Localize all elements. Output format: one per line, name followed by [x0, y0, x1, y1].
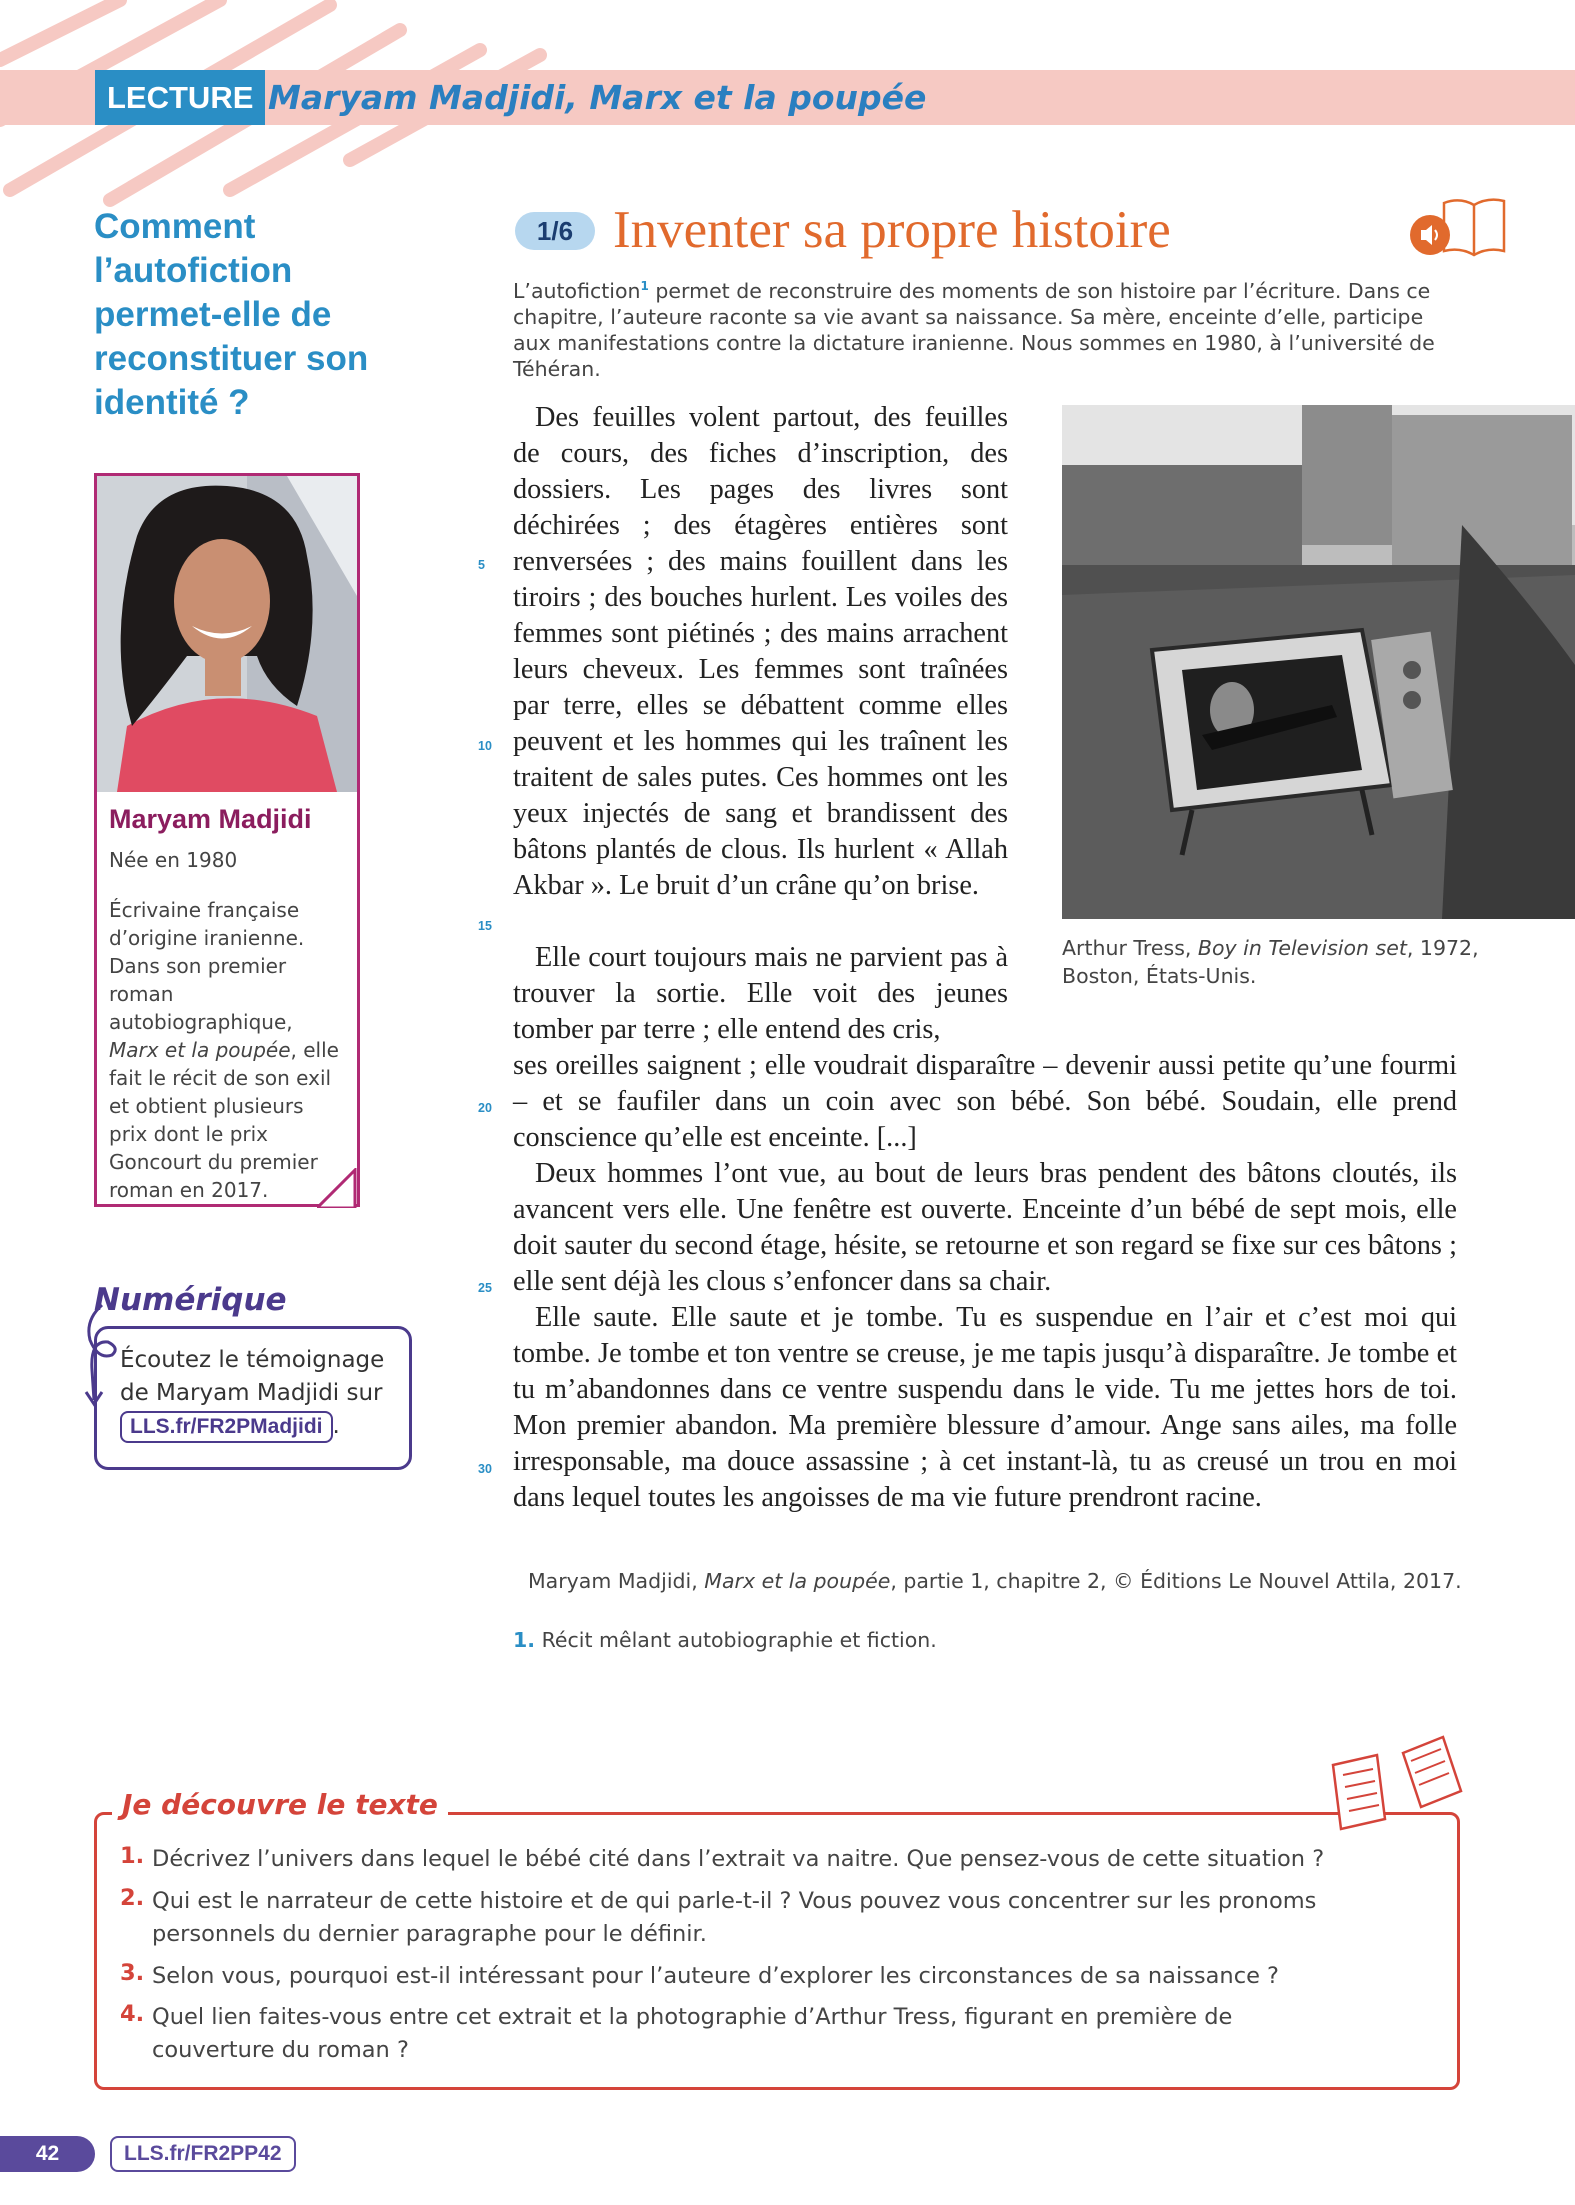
question-number: 3. [120, 1960, 145, 1986]
questions-title: Je découvre le texte [112, 1788, 448, 1821]
excerpt-paragraph: Des feuilles volent partout, des feuilles de cours, des fiches d’inscription, des dossiers. Les pages des livres sont déchirées ; des étagères entières sont renversées ; des mains fouillent dans les tiroirs ; des bouches hurlent. Les voiles des femmes sont piétinés ; des mains arrachent leurs cheveux. Les femmes sont traînées par terre, elles se débattent comme elles peuvent et les hommes qui les traînent les traitent de sales putes. Ces hommes ont les yeux injectés de sang et brandissent des bâtons plantés de clous. Ils hurlent « Allah Akbar ». Le bruit d’un crâne qu’on brise. [513, 402, 1008, 901]
arthur-tress-photo [1062, 405, 1575, 919]
lecture-tag: LECTURE [95, 70, 265, 125]
excerpt-paragraph: Deux hommes l’ont vue, au bout de leurs bras pendent des bâtons cloutés, ils avancent vers elle. Une fenêtre est ouverte. Enceinte d’un bébé de sept mois, elle doit sauter du second étage, hésite, se retourne et son regard se fixe sur ces bâtons ; elle sent déjà les clous s’enfoncer dans sa chair. [513, 1158, 1457, 1297]
line-number: 15 [478, 919, 492, 933]
question-text: Qui est le narrateur de cette histoire et de qui parle-t-il ? Vous pouvez vous concentrer sur les pronoms personnels du dernier paragraphe pour le définir. [152, 1888, 1317, 1947]
author-birth: Née en 1980 [109, 848, 238, 872]
line-number: 5 [478, 558, 485, 572]
question-text: Selon vous, pourquoi est-il intéressant pour l’auteure d’explorer les circonstances de sa naissance ? [152, 1963, 1279, 1989]
line-number: 25 [478, 1281, 492, 1295]
audio-book-icon[interactable] [1408, 195, 1508, 261]
question-number: 2. [120, 1885, 145, 1911]
page-link[interactable]: LLS.fr/FR2PP42 [110, 2136, 296, 2172]
intro-text: L’autofiction$^1$ permet de reconstruire des moments de son histoire par l’écriture. Dans ce chapitre, l’auteure raconte sa vie avant sa naissance. Sa mère, enceinte d’elle, participe aux manifestations contre la dictature iranienne. Nous sommes en 1980, à l’université de Téhéran. [513, 278, 1435, 381]
excerpt-source: Maryam Madjidi, Marx et la poupée, partie 1, chapitre 2, © Éditions Le Nouvel Attila, 2017. [528, 1569, 1462, 1593]
question-text: Quel lien faites-vous entre cet extrait et la photographie d’Arthur Tress, figurant en première de couverture du roman ? [152, 2004, 1233, 2063]
page-number: 42 [0, 2136, 95, 2172]
line-number: 10 [478, 739, 492, 753]
question-number: 4. [120, 2001, 145, 2027]
guiding-question: Comment l’autofiction permet-elle de reconstituer son identité ? [94, 207, 369, 422]
header-title: Maryam Madjidi, Marx et la poupée [268, 78, 927, 117]
author-bio: Écrivaine française d’origine iranienne. Dans son premier roman autobiographique, Marx et la poupée, elle fait le récit de son exil et obtient plusieurs prix dont le prix Goncourt du premier roman en 2017. [109, 898, 339, 1202]
photo-caption: Arthur Tress, Boy in Television set, 1972, Boston, États-Unis. [1062, 936, 1479, 988]
page-fold-icon [317, 1168, 357, 1208]
question-number: 1. [120, 1843, 145, 1869]
excerpt-paragraph: Elle court toujours mais ne parvient pas à trouver la sortie. Elle voit des jeunes tomber par terre ; elle entend des cris, [513, 942, 1008, 1045]
excerpt-paragraph: Elle saute. Elle saute et je tombe. Tu es suspendue en l’air et c’est moi qui tombe. Je tombe et ton ventre se creuse, je me tapis jusqu’à disparaître. Je tombe et tu m’abandonnes dans ce ventre suspendu dans le vide. Tu me jettes hors de toi. Mon premier abandon. Ma première blessure d’amour. Ange sans ailes, ma folle irresponsable, ma douce assassine ; à cet instant-là, tu as creusé un trou en moi dans lequel toutes les angoisses de ma vie future prendront racine. [513, 1302, 1457, 1513]
question-text: Décrivez l’univers dans lequel le bébé cité dans l’extrait va naitre. Que pensez-vous de cette situation ? [152, 1846, 1325, 1872]
numerique-text: Écoutez le témoignage de Maryam Madjidi sur LLS.fr/FR2PMadjidi . [120, 1344, 410, 1443]
papers-icon [1325, 1735, 1465, 1835]
page-title: Inventer sa propre histoire [613, 201, 1171, 259]
line-number: 30 [478, 1462, 492, 1476]
excerpt-paragraph: ses oreilles saignent ; elle voudrait disparaître – devenir aussi petite qu’une fourmi – et se faufiler dans un coin avec son bébé. Son bébé. Soudain, elle prend conscience qu’elle est enceinte. [...] [513, 1050, 1457, 1153]
author-photo [97, 476, 357, 792]
line-number: 20 [478, 1101, 492, 1115]
loop-arrow-icon [80, 1300, 120, 1410]
madjidi-link[interactable]: LLS.fr/FR2PMadjidi [120, 1411, 333, 1443]
author-card [94, 473, 360, 1207]
author-name: Maryam Madjidi [109, 804, 312, 834]
numerique-title: Numérique [94, 1282, 287, 1318]
footnote: 1. Récit mêlant autobiographie et fiction. [513, 1628, 937, 1652]
lesson-badge: 1/6 [515, 212, 595, 250]
